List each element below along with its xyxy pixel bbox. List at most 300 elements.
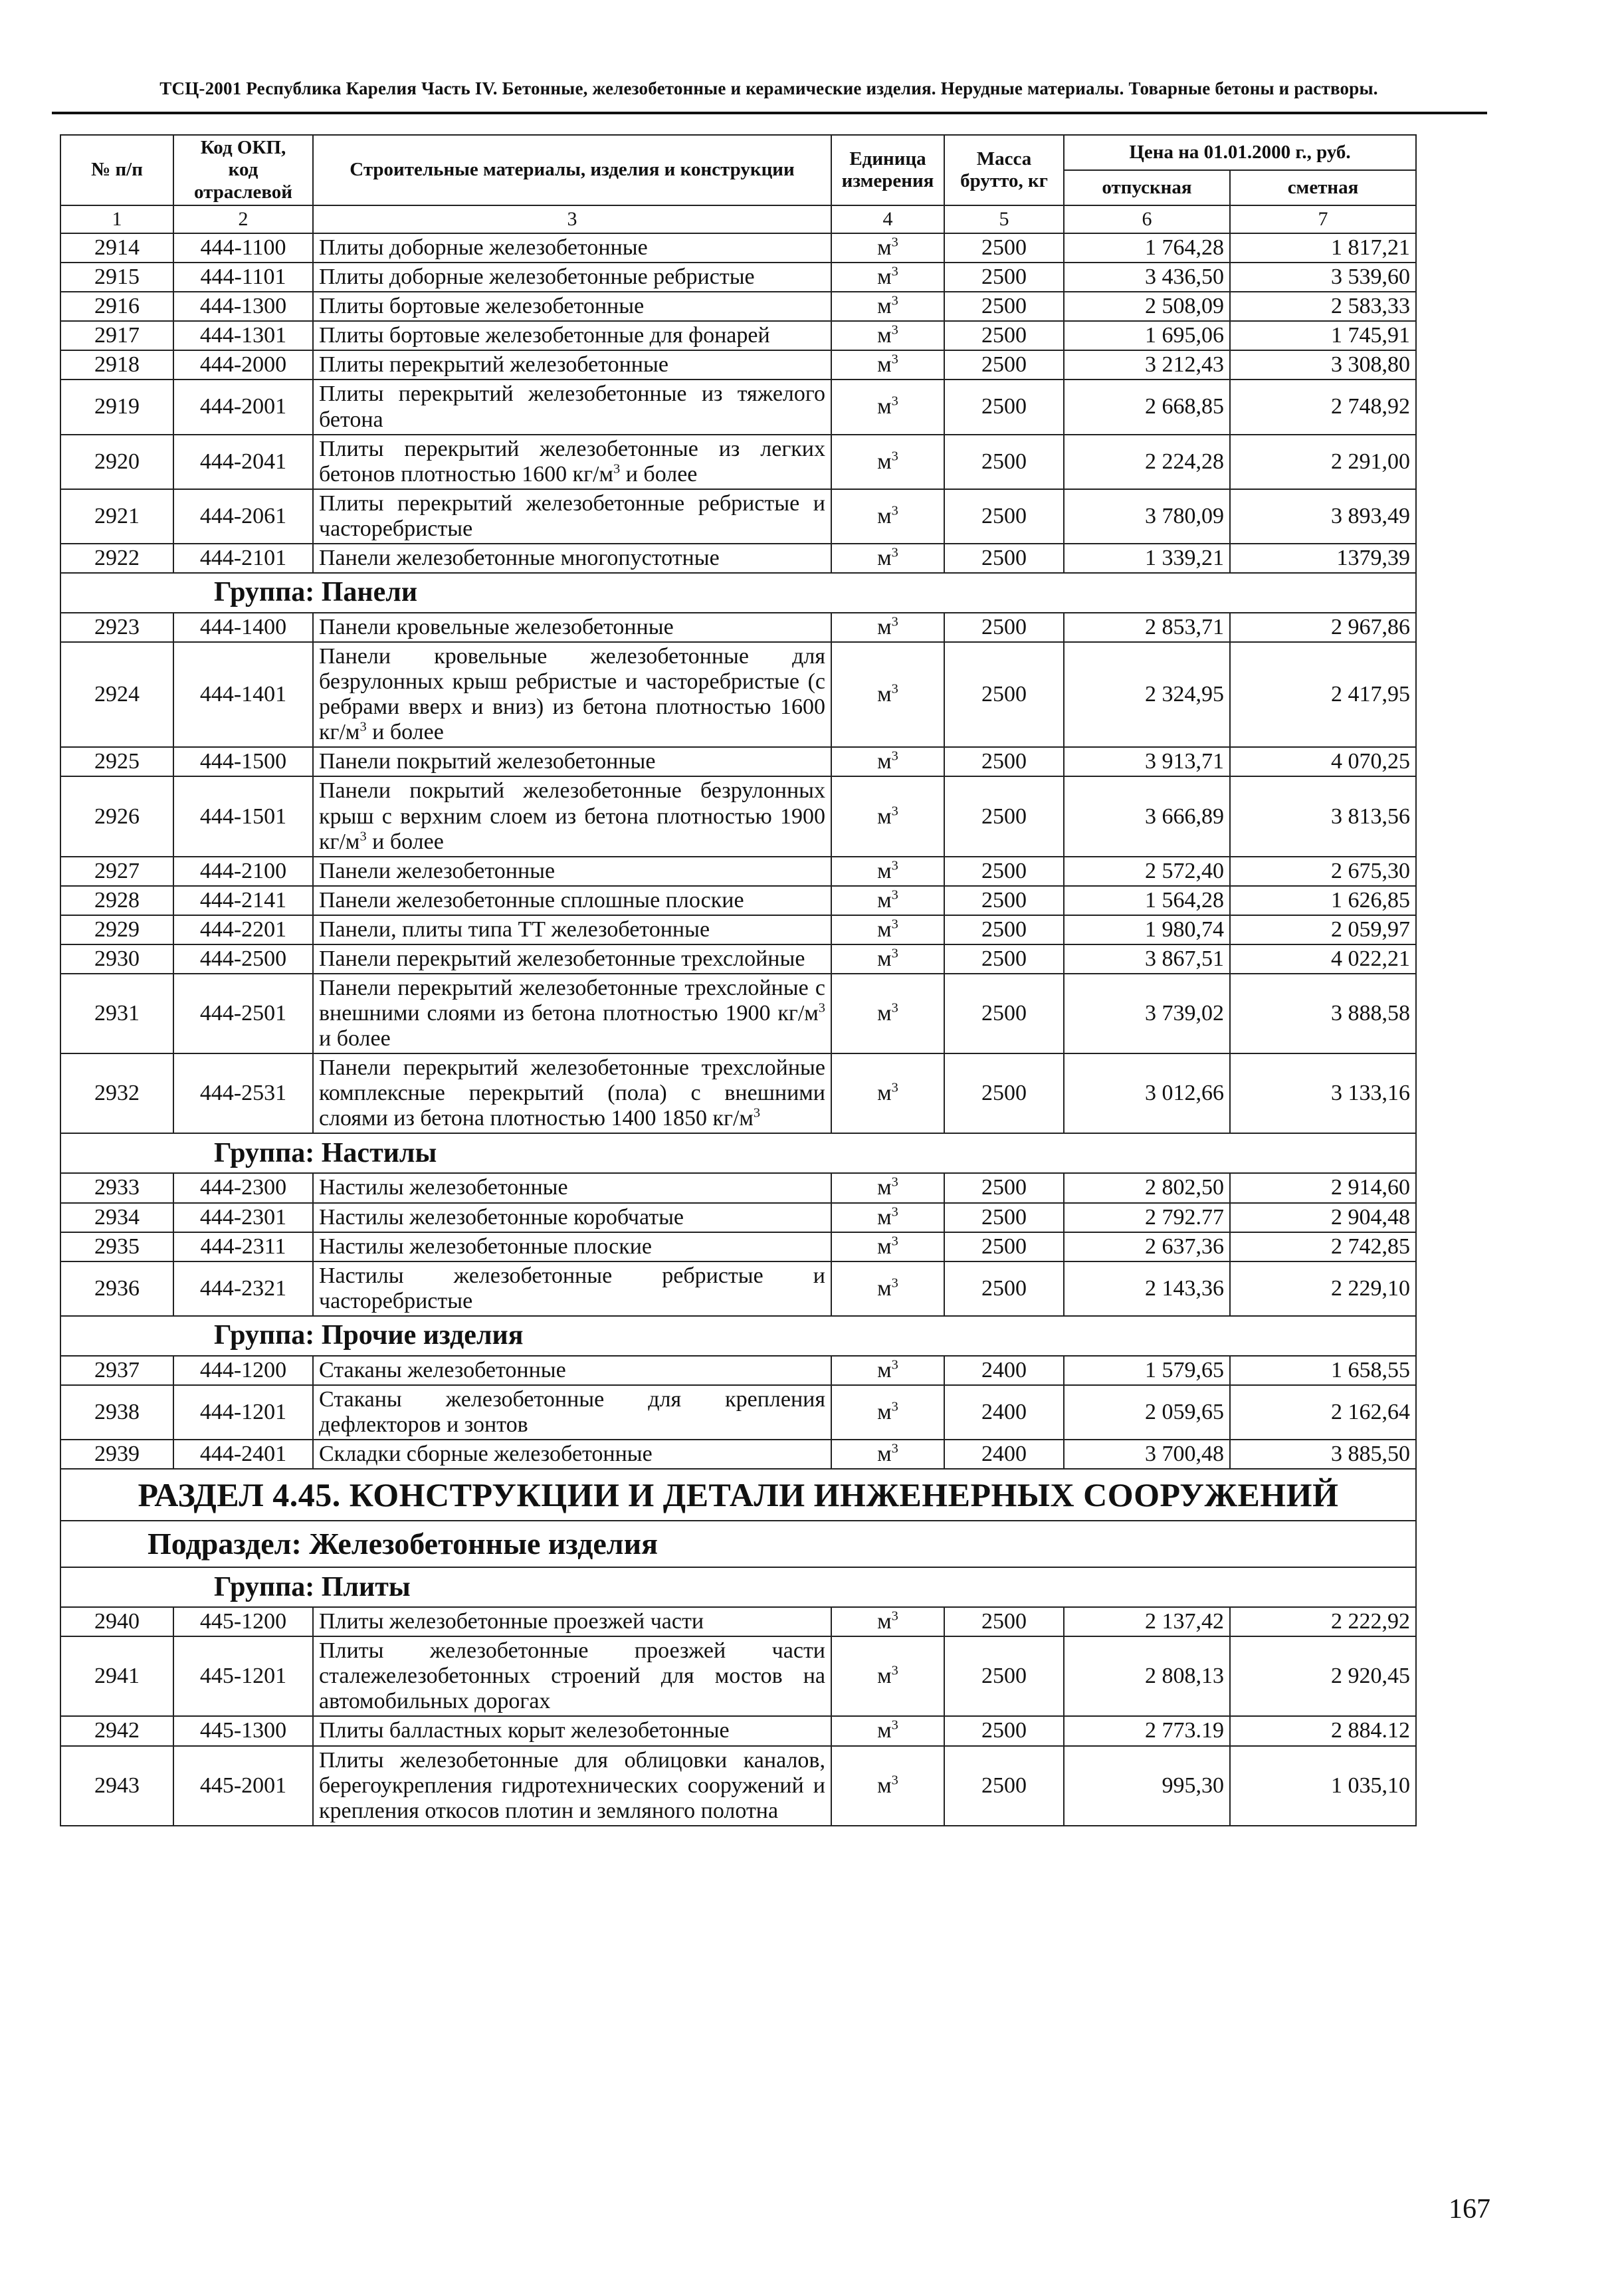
price-release: 2 143,36 [1064,1261,1230,1316]
unit [831,350,944,380]
price-release: 3 780,09 [1064,489,1230,544]
table-row [60,1607,1416,1636]
unit-superscript: 3 [891,1608,898,1624]
column-number: 6 [1064,205,1230,233]
unit-base: м [877,1081,892,1106]
price-release: 2 059,65 [1064,1385,1230,1440]
price-estimate: 3 888,58 [1230,974,1416,1053]
table-row [60,435,1416,489]
price-release: 1 339,21 [1064,544,1230,573]
table-row [60,1356,1416,1385]
gross-mass: 2500 [944,1261,1064,1316]
row-number: 2924 [60,642,173,747]
price-release: 2 808,13 [1064,1636,1230,1716]
unit [831,233,944,263]
column-number: 7 [1230,205,1416,233]
unit-base: м [877,1204,892,1230]
gross-mass: 2500 [944,1232,1064,1261]
item-name-superscript: 3 [818,1000,825,1016]
okp-code: 444-2041 [173,435,313,489]
col-header-price: Цена на 01.01.2000 г., руб. [1064,135,1416,170]
unit-base: м [877,804,892,829]
okp-code: 444-2300 [173,1173,313,1202]
group-title: Группа: Панели [60,573,1416,613]
unit-superscript: 3 [891,1000,898,1016]
price-estimate: 1 035,10 [1230,1746,1416,1826]
gross-mass: 2500 [944,886,1064,915]
unit-base: м [877,265,892,290]
item-name: Плиты железобетонные для облицовки каналов, берегоукрепления гидротехнических сооружений и крепления откосов плотин и земляного полотна [313,1746,831,1826]
unit-base: м [877,749,892,774]
unit-superscript: 3 [891,917,898,932]
price-estimate: 1 745,91 [1230,321,1416,350]
table-row [60,776,1416,856]
price-release: 2 324,95 [1064,642,1230,747]
row-number: 2943 [60,1746,173,1826]
table-row [60,1385,1416,1440]
unit-base: м [877,1275,892,1301]
price-estimate: 3 308,80 [1230,350,1416,380]
gross-mass: 2500 [944,944,1064,974]
unit-base: м [877,394,892,419]
col-header-num: № п/п [60,135,173,205]
price-estimate: 2 229,10 [1230,1261,1416,1316]
col-header-code [173,135,313,205]
item-name: Стаканы железобетонные для крепления дефлекторов и зонтов [313,1385,831,1440]
gross-mass: 2500 [944,321,1064,350]
item-name-suffix: и более [620,461,698,487]
item-name [313,776,831,856]
item-name: Плиты доборные железобетонные ребристые [313,263,831,292]
group-row-panels [60,573,1416,613]
unit [831,974,944,1053]
okp-code: 445-1201 [173,1636,313,1716]
item-name-suffix: и более [366,829,444,854]
table-row [60,747,1416,776]
unit [831,380,944,434]
item-name-superscript: 3 [359,719,367,734]
gross-mass: 2500 [944,292,1064,321]
okp-code: 444-2100 [173,857,313,886]
table-row [60,380,1416,434]
okp-code: 444-2001 [173,380,313,434]
gross-mass: 2500 [944,1636,1064,1716]
row-number: 2940 [60,1607,173,1636]
unit-base: м [877,858,892,883]
okp-code: 444-2531 [173,1053,313,1133]
unit-superscript: 3 [891,449,898,464]
unit [831,1716,944,1745]
unit [831,857,944,886]
gross-mass: 2400 [944,1385,1064,1440]
unit [831,1053,944,1133]
row-number: 2929 [60,915,173,944]
price-release: 1 980,74 [1064,915,1230,944]
unit [831,1261,944,1316]
column-number: 4 [831,205,944,233]
table-row [60,915,1416,944]
unit-superscript: 3 [891,681,898,697]
row-number: 2917 [60,321,173,350]
gross-mass: 2400 [944,1440,1064,1469]
row-number: 2914 [60,233,173,263]
item-name: Плиты железобетонные проезжей части сталежелезобетонных строений для мостов на автомобильных дорогах [313,1636,831,1716]
gross-mass: 2500 [944,1607,1064,1636]
price-estimate: 2 914,60 [1230,1173,1416,1202]
item-name: Настилы железобетонные ребристые и часторебристые [313,1261,831,1316]
col-header-mass: Масса брутто, кг [944,135,1064,205]
group-title: Группа: Плиты [60,1567,1416,1607]
okp-code: 444-1101 [173,263,313,292]
item-name: Панели железобетонные [313,857,831,886]
table-body [60,1356,1416,1469]
okp-code: 444-2000 [173,350,313,380]
price-estimate: 4 022,21 [1230,944,1416,974]
unit-superscript: 3 [891,749,898,764]
price-release: 2 508,09 [1064,292,1230,321]
group-title: Группа: Настилы [60,1133,1416,1173]
unit [831,613,944,642]
okp-code: 445-2001 [173,1746,313,1826]
okp-code: 444-1301 [173,321,313,350]
row-number: 2939 [60,1440,173,1469]
unit-superscript: 3 [891,1718,898,1733]
price-estimate: 1 626,85 [1230,886,1416,915]
item-name: Плиты перекрытий железобетонные из тяжелого бетона [313,380,831,434]
okp-code: 444-2401 [173,1440,313,1469]
okp-code: 444-1500 [173,747,313,776]
unit-base: м [877,294,892,319]
group-row-other [60,1316,1416,1356]
row-number: 2925 [60,747,173,776]
row-number: 2915 [60,263,173,292]
unit-superscript: 3 [891,1234,898,1249]
unit-superscript: 3 [891,1441,898,1456]
price-release: 3 436,50 [1064,263,1230,292]
table-row [60,857,1416,886]
price-estimate: 2 162,64 [1230,1385,1416,1440]
col-header-price-estimate: сметная [1230,170,1416,205]
gross-mass: 2500 [944,613,1064,642]
gross-mass: 2500 [944,747,1064,776]
price-estimate: 2 059,97 [1230,915,1416,944]
unit [831,1385,944,1440]
okp-code: 444-1100 [173,233,313,263]
price-estimate: 4 070,25 [1230,747,1416,776]
item-name: Панели железобетонные многопустотные [313,544,831,573]
unit-superscript: 3 [891,1204,898,1220]
row-number: 2937 [60,1356,173,1385]
table-row [60,1053,1416,1133]
gross-mass: 2500 [944,857,1064,886]
item-name-text: Плиты перекрытий железобетонные из легких бетонов плотностью 1600 кг/м [319,436,825,487]
table-row [60,886,1416,915]
table-row [60,944,1416,974]
price-estimate: 2 222,92 [1230,1607,1416,1636]
unit-superscript: 3 [891,1080,898,1095]
table-row [60,263,1416,292]
okp-code: 444-1400 [173,613,313,642]
price-release: 1 695,06 [1064,321,1230,350]
unit [831,915,944,944]
unit [831,544,944,573]
column-number-row [60,205,1416,233]
price-release: 1 579,65 [1064,1356,1230,1385]
table-row [60,1716,1416,1745]
row-number: 2918 [60,350,173,380]
unit-base: м [877,503,892,528]
item-name-text: Панели кровельные железобетонные для безрулонных крыш ребристые и часторебристые (с ребрами вверх и вниз) из бетона плотностью 1600 кг/м [319,644,825,745]
okp-code: 444-1300 [173,292,313,321]
unit [831,944,944,974]
price-release: 2 792.77 [1064,1203,1230,1232]
gross-mass: 2500 [944,263,1064,292]
table-row [60,1203,1416,1232]
okp-code: 444-2201 [173,915,313,944]
unit-base: м [877,235,892,261]
table-body [60,1173,1416,1315]
price-estimate: 2 904,48 [1230,1203,1416,1232]
okp-code: 445-1200 [173,1607,313,1636]
price-estimate: 2 884.12 [1230,1716,1416,1745]
price-release: 2 802,50 [1064,1173,1230,1202]
price-estimate: 3 893,49 [1230,489,1416,544]
unit-superscript: 3 [891,503,898,518]
unit [831,1356,944,1385]
unit [831,1440,944,1469]
item-name: Настилы железобетонные [313,1173,831,1202]
unit-base: м [877,352,892,378]
okp-code: 444-1501 [173,776,313,856]
price-estimate: 2 920,45 [1230,1636,1416,1716]
gross-mass: 2500 [944,1203,1064,1232]
page-number: 167 [1449,2194,1490,2225]
item-name [313,974,831,1053]
okp-code: 445-1300 [173,1716,313,1745]
unit-base: м [877,1664,892,1689]
unit-superscript: 3 [891,352,898,368]
item-name: Панели перекрытий железобетонные трехслойные [313,944,831,974]
row-number: 2941 [60,1636,173,1716]
unit-base: м [877,1175,892,1200]
table-row [60,350,1416,380]
unit-base: м [877,1609,892,1634]
table-row [60,1232,1416,1261]
row-number: 2922 [60,544,173,573]
item-name: Панели кровельные железобетонные [313,613,831,642]
item-name-text: Панели перекрытий железобетонные трехслойные комплексные перекрытий (пола) с внешними слоями из бетона плотностью 1400 1850 кг/м [319,1055,825,1131]
unit-base: м [877,1399,892,1424]
okp-code: 444-2321 [173,1261,313,1316]
unit-superscript: 3 [891,264,898,279]
unit [831,489,944,544]
row-number: 2935 [60,1232,173,1261]
unit-superscript: 3 [891,394,898,409]
row-number: 2930 [60,944,173,974]
gross-mass: 2500 [944,1053,1064,1133]
unit [831,435,944,489]
table-row [60,321,1416,350]
unit [831,1203,944,1232]
price-release: 2 637,36 [1064,1232,1230,1261]
unit [831,292,944,321]
col-header-code-top: Код ОКП, [200,137,286,158]
col-header-price-release: отпускная [1064,170,1230,205]
gross-mass: 2500 [944,233,1064,263]
price-release: 2 773.19 [1064,1716,1230,1745]
item-name: Панели, плиты типа ТТ железобетонные [313,915,831,944]
item-name: Плиты балластных корыт железобетонные [313,1716,831,1745]
row-number: 2919 [60,380,173,434]
unit [831,886,944,915]
okp-code: 444-2061 [173,489,313,544]
price-release: 995,30 [1064,1746,1230,1826]
price-estimate: 2 675,30 [1230,857,1416,886]
unit [831,776,944,856]
section-header [60,1469,1416,1607]
row-number: 2932 [60,1053,173,1133]
group-row-decks [60,1133,1416,1173]
item-name: Плиты бортовые железобетонные [313,292,831,321]
row-number: 2928 [60,886,173,915]
price-release: 2 853,71 [1064,613,1230,642]
table-row [60,642,1416,747]
row-number: 2942 [60,1716,173,1745]
gross-mass: 2500 [944,489,1064,544]
unit-superscript: 3 [891,1773,898,1788]
table-row [60,1261,1416,1316]
unit-base: м [877,682,892,707]
gross-mass: 2500 [944,435,1064,489]
unit-base: м [877,1234,892,1259]
price-release: 2 224,28 [1064,435,1230,489]
item-name [313,642,831,747]
table-body [60,613,1416,1133]
unit-base: м [877,887,892,913]
row-number: 2923 [60,613,173,642]
unit-base: м [877,1718,892,1743]
okp-code: 444-1401 [173,642,313,747]
col-header-code-bottom: код отраслевой [193,159,293,203]
unit-base: м [877,614,892,639]
table-row [60,292,1416,321]
price-estimate: 3 539,60 [1230,263,1416,292]
column-number: 3 [313,205,831,233]
okp-code: 444-1200 [173,1356,313,1385]
gross-mass: 2500 [944,642,1064,747]
row-number: 2931 [60,974,173,1053]
item-name: Плиты перекрытий железобетонные [313,350,831,380]
item-name: Настилы железобетонные коробчатые [313,1203,831,1232]
table-row [60,613,1416,642]
gross-mass: 2500 [944,776,1064,856]
running-header: ТСЦ-2001 Республика Карелия Часть IV. Бетонные, железобетонные и керамические изделия. Нерудные материалы. Товарные бетоны и растворы. [159,78,1378,98]
gross-mass: 2500 [944,974,1064,1053]
table-row [60,974,1416,1053]
okp-code: 444-1201 [173,1385,313,1440]
unit-base: м [877,323,892,348]
unit [831,1173,944,1202]
row-number: 2916 [60,292,173,321]
unit-superscript: 3 [891,804,898,819]
price-estimate: 1 658,55 [1230,1356,1416,1385]
item-name: Плиты перекрытий железобетонные ребристые и часторебристые [313,489,831,544]
price-estimate: 2 748,92 [1230,380,1416,434]
item-name: Плиты доборные железобетонные [313,233,831,263]
column-number: 2 [173,205,313,233]
item-name-suffix: и более [319,1026,391,1051]
table-row [60,1173,1416,1202]
unit-superscript: 3 [891,1399,898,1414]
row-number: 2938 [60,1385,173,1440]
table-row [60,1636,1416,1716]
unit-base: м [877,545,892,570]
table-body [60,1607,1416,1826]
item-name: Настилы железобетонные плоские [313,1232,831,1261]
row-number: 2921 [60,489,173,544]
price-release: 3 913,71 [1064,747,1230,776]
gross-mass: 2500 [944,915,1064,944]
item-name-superscript: 3 [359,829,367,844]
table-row [60,489,1416,544]
price-estimate: 2 967,86 [1230,613,1416,642]
unit-superscript: 3 [891,858,898,873]
price-estimate: 2 742,85 [1230,1232,1416,1261]
column-number: 1 [60,205,173,233]
price-estimate: 2 583,33 [1230,292,1416,321]
price-release: 3 867,51 [1064,944,1230,974]
price-release: 2 668,85 [1064,380,1230,434]
unit-superscript: 3 [891,946,898,961]
header-rule [52,112,1487,114]
unit-superscript: 3 [891,1175,898,1190]
item-name-text: Панели перекрытий железобетонные трехслойные с внешними слоями из бетона плотностью 1900 кг/м [319,975,825,1026]
column-number: 5 [944,205,1064,233]
unit-superscript: 3 [891,322,898,338]
price-release: 3 700,48 [1064,1440,1230,1469]
section-title: РАЗДЕЛ 4.45. КОНСТРУКЦИИ И ДЕТАЛИ ИНЖЕНЕРНЫХ СООРУЖЕНИЙ [60,1469,1416,1521]
group-title: Группа: Прочие изделия [60,1316,1416,1356]
table-row [60,233,1416,263]
unit-superscript: 3 [891,887,898,903]
gross-mass: 2500 [944,380,1064,434]
unit-base: м [877,1001,892,1026]
table-row [60,1440,1416,1469]
unit [831,747,944,776]
row-number: 2936 [60,1261,173,1316]
okp-code: 444-2311 [173,1232,313,1261]
item-name: Панели покрытий железобетонные [313,747,831,776]
unit-base: м [877,946,892,971]
gross-mass: 2500 [944,1746,1064,1826]
okp-code: 444-2141 [173,886,313,915]
gross-mass: 2500 [944,544,1064,573]
price-estimate: 3 813,56 [1230,776,1416,856]
item-name-text: Панели покрытий железобетонные безрулонных крыш с верхним слоем из бетона плотностью 1900 кг/м [319,778,825,854]
okp-code: 444-2301 [173,1203,313,1232]
table-row [60,544,1416,573]
unit [831,1636,944,1716]
gross-mass: 2400 [944,1356,1064,1385]
price-release: 2 137,42 [1064,1607,1230,1636]
price-estimate: 2 417,95 [1230,642,1416,747]
item-name: Плиты железобетонные проезжей части [313,1607,831,1636]
unit-superscript: 3 [891,1357,898,1372]
gross-mass: 2500 [944,1173,1064,1202]
okp-code: 444-2501 [173,974,313,1053]
row-number: 2927 [60,857,173,886]
subsection-title: Подраздел: Железобетонные изделия [60,1521,1416,1567]
